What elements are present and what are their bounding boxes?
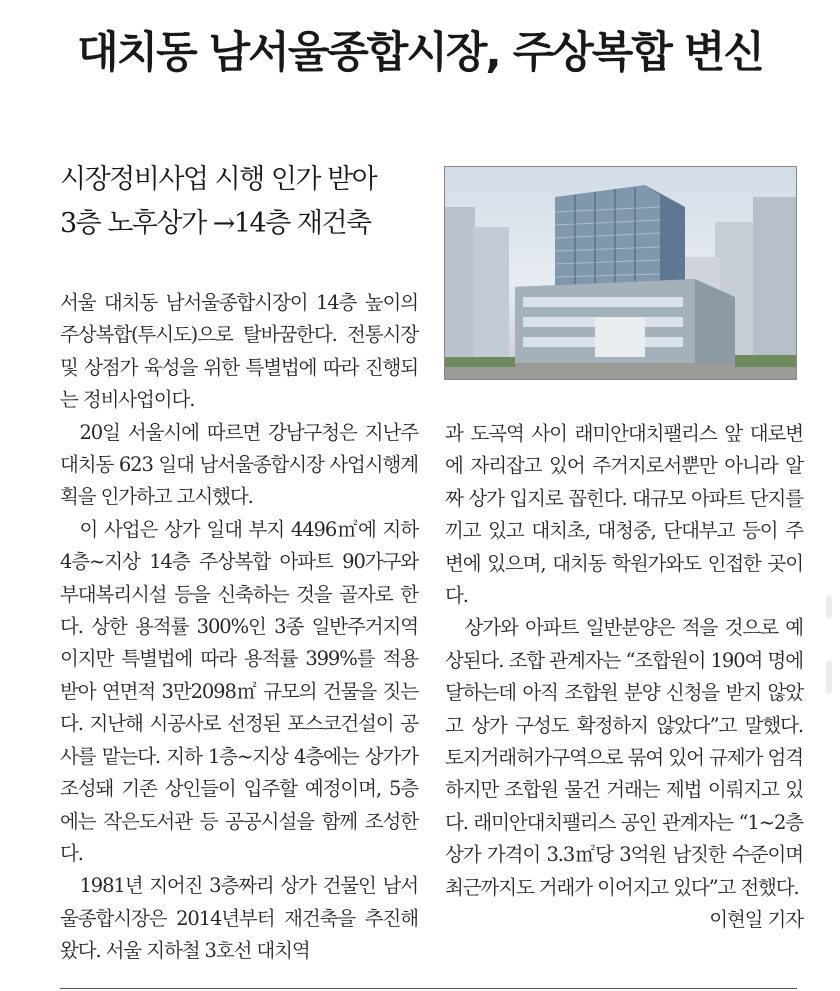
bottom-rule [60,988,797,989]
body-paragraph-1: 서울 대치동 남서울종합시장이 14층 높이의 주상복합(투시도)으로 탈바꿈한다. 전통시장 및 상점가 육성을 위한 특별법에 따라 진행되는 정비사업이다. [60,291,418,412]
byline: 이현일 기자 [709,908,803,932]
edge-mark [826,595,832,619]
article-body-right-column [445,418,803,937]
subhead-line-2: 3층 노후상가 →14층 재건축 [60,208,371,239]
body-paragraph-6-text: 상가와 아파트 일반분양은 적을 것으로 예상된다. 조합 관계자는 “조합원이 190여 명에 달하는데 아직 조합원 분양 신청을 받지 않았고 상가 구성도 확정하지 않았다”고 말했다. 토지거래허가구역으로 묶여 있어 규제가 엄격하지만 조합원 물건 거래는 제법 이뤄지고 있다. 래미안대치팰리스 공인 관계자는 “1~2층 상가 가격이 3.3㎡당 3억원 남짓한 수준이며 최근까지도 거래가 이어지고 있다”고 전했다. [445,616,803,899]
building-rendering-image [444,166,797,380]
headline: 대치동 남서울종합시장, 주상복합 변신 [77,28,763,78]
body-paragraph-5: 과 도곡역 사이 래미안대치팰리스 앞 대로변에 자리잡고 있어 주거지로서뿐만 아니라 알짜 상가 입지로 꼽힌다. 대규모 아파트 단지를 끼고 있고 대치초, 대청중, 단대부고 등이 주변에 있으며, 대치동 학원가와도 인접한 곳이다. [445,422,803,608]
subheadline [60,158,430,246]
subhead-line-1: 시장정비사업 시행 인가 받아 [60,164,377,195]
edge-mark [826,660,832,694]
body-paragraph-3: 이 사업은 상가 일대 부지 4496㎡에 지하 4층~지상 14층 주상복합 아파트 90가구와 부대복리시설 등을 신축하는 것을 골자로 한다. 상한 용적률 300%인 3종 일반주거지역이지만 특별법에 따라 용적률 399%를 적용받아 연면적 3만2098㎡ 규모의 건물을 짓는다. 지난해 시공사로 선정된 포스코건설이 공사를 맡는다. 지하 1층~지상 4층에는 상가가 조성돼 기존 상인들이 입주할 예정이며, 5층에는 작은도서관 등 공공시설을 함께 조성한다. [60,517,418,865]
body-paragraph-2: 20일 서울시에 따르면 강남구청은 지난주 대치동 623 일대 남서울종합시장 사업시행계획을 인가하고 고시했다. [60,420,418,509]
body-paragraph-6 [445,612,803,932]
article-body-left-column [60,287,418,968]
body-paragraph-4: 1981년 지어진 3층짜리 상가 건물인 남서울종합시장은 2014년부터 재건축을 추진해왔다. 서울 지하철 3호선 대치역 [60,874,418,963]
